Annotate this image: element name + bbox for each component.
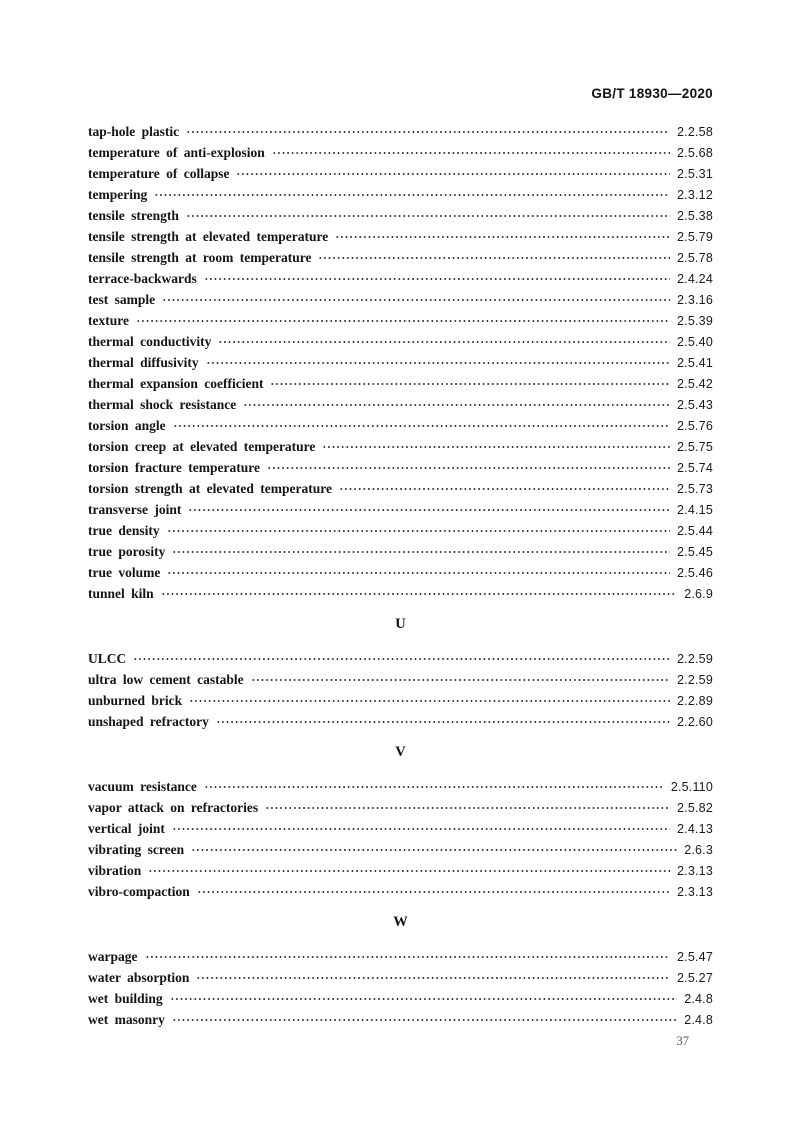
dot-leader (136, 310, 670, 331)
index-term: torsion angle (88, 418, 166, 433)
index-ref: 2.2.59 (677, 673, 713, 687)
section-letter: W (393, 914, 408, 930)
index-entry (88, 268, 713, 289)
index-ref: 2.5.47 (677, 950, 713, 964)
index-term: thermal expansion coefficient (88, 376, 264, 391)
index-term: wet building (88, 991, 163, 1006)
dot-leader (204, 776, 664, 797)
dot-leader (167, 520, 670, 541)
index-term: tensile strength (88, 208, 179, 223)
index-term: thermal conductivity (88, 334, 212, 349)
index-ref: 2.5.44 (677, 524, 713, 538)
dot-leader (172, 1009, 677, 1030)
index-ref: 2.5.82 (677, 801, 713, 815)
index-term: tensile strength at elevated temperature (88, 229, 329, 244)
index-ref: 2.4.24 (677, 272, 713, 286)
index-ref: 2.4.8 (684, 1013, 713, 1027)
index-entry (88, 184, 713, 205)
index-ref: 2.4.8 (684, 992, 713, 1006)
index-term: vibro-compaction (88, 884, 190, 899)
dot-leader (265, 797, 670, 818)
dot-leader (216, 711, 670, 732)
index-ref: 2.4.13 (677, 822, 713, 836)
dot-leader (167, 562, 670, 583)
index-ref: 2.5.78 (677, 251, 713, 265)
dot-leader (191, 839, 677, 860)
index-ref: 2.5.40 (677, 335, 713, 349)
index-entry (88, 881, 713, 902)
index-ref: 2.5.74 (677, 461, 713, 475)
index-term: terrace-backwards (88, 271, 197, 286)
index-ref: 2.5.76 (677, 419, 713, 433)
dot-leader (189, 690, 670, 711)
index-entry (88, 583, 713, 604)
index-entry (88, 415, 713, 436)
index-ref: 2.4.15 (677, 503, 713, 517)
index-ref: 2.5.46 (677, 566, 713, 580)
index-ref: 2.5.68 (677, 146, 713, 160)
dot-leader (173, 415, 670, 436)
index-entry (88, 541, 713, 562)
index-entry (88, 499, 713, 520)
index-term: tensile strength at room temperature (88, 250, 312, 265)
page-number: 37 (676, 1034, 689, 1048)
dot-leader (251, 669, 670, 690)
index-entry (88, 436, 713, 457)
dot-leader (272, 142, 670, 163)
index-ref: 2.3.12 (677, 188, 713, 202)
dot-leader (133, 648, 670, 669)
index-term: ultra low cement castable (88, 672, 244, 687)
dot-leader (154, 184, 670, 205)
index-entry (88, 711, 713, 732)
index-ref: 2.6.3 (684, 843, 713, 857)
section-letter: V (395, 744, 406, 760)
index-entry (88, 860, 713, 881)
dot-leader (145, 946, 671, 967)
index-ref: 2.2.58 (677, 125, 713, 139)
index-entry (88, 967, 713, 988)
index-entry (88, 776, 713, 797)
dot-leader (335, 226, 670, 247)
index-entry (88, 163, 713, 184)
index-ref: 2.5.79 (677, 230, 713, 244)
index-entry (88, 142, 713, 163)
index-entry (88, 839, 713, 860)
index-ref: 2.5.45 (677, 545, 713, 559)
index-term: ULCC (88, 651, 127, 666)
index-term: true volume (88, 565, 161, 580)
index-ref: 2.5.27 (677, 971, 713, 985)
index-term: thermal diffusivity (88, 355, 199, 370)
index-entry (88, 394, 713, 415)
index-entry (88, 818, 713, 839)
index-entry (88, 289, 713, 310)
dot-leader (270, 373, 670, 394)
index-term: vibration (88, 863, 142, 878)
index-term: test sample (88, 292, 156, 307)
index-entry (88, 352, 713, 373)
dot-leader (161, 583, 678, 604)
index-term: vacuum resistance (88, 779, 197, 794)
index-term: temperature of anti-explosion (88, 145, 265, 160)
index-entry (88, 310, 713, 331)
index-entry (88, 121, 713, 142)
index-ref: 2.2.60 (677, 715, 713, 729)
index-ref: 2.3.16 (677, 293, 713, 307)
dot-leader (188, 499, 670, 520)
index-entry (88, 669, 713, 690)
index-term: tunnel kiln (88, 586, 154, 601)
dot-leader (218, 331, 670, 352)
index-entry (88, 478, 713, 499)
index-list (88, 121, 713, 1030)
index-entry (88, 205, 713, 226)
dot-leader (172, 541, 670, 562)
index-term: torsion fracture temperature (88, 460, 260, 475)
index-ref: 2.5.31 (677, 167, 713, 181)
dot-leader (206, 352, 670, 373)
standard-number-header: GB/T 18930—2020 (591, 86, 713, 101)
index-entry (88, 226, 713, 247)
index-ref: 2.5.75 (677, 440, 713, 454)
index-term: water absorption (88, 970, 190, 985)
index-entry (88, 1009, 713, 1030)
index-entry (88, 648, 713, 669)
dot-leader (339, 478, 670, 499)
index-ref: 2.2.59 (677, 652, 713, 666)
index-ref: 2.5.41 (677, 356, 713, 370)
dot-leader (197, 881, 670, 902)
index-term: vertical joint (88, 821, 165, 836)
index-term: vibrating screen (88, 842, 185, 857)
index-term: torsion strength at elevated temperature (88, 481, 332, 496)
index-term: unshaped refractory (88, 714, 209, 729)
index-term: tap-hole plastic (88, 124, 180, 139)
index-term: temperature of collapse (88, 166, 230, 181)
index-term: unburned brick (88, 693, 183, 708)
index-ref: 2.5.42 (677, 377, 713, 391)
index-entry (88, 520, 713, 541)
dot-leader (318, 247, 670, 268)
index-term: true density (88, 523, 160, 538)
index-term: warpage (88, 949, 138, 964)
index-entry (88, 988, 713, 1009)
index-ref: 2.3.13 (677, 885, 713, 899)
dot-leader (186, 121, 670, 142)
index-entry (88, 373, 713, 394)
index-entry (88, 457, 713, 478)
index-ref: 2.5.43 (677, 398, 713, 412)
dot-leader (186, 205, 670, 226)
index-ref: 2.6.9 (684, 587, 713, 601)
index-ref: 2.3.13 (677, 864, 713, 878)
section-letter: U (395, 616, 406, 632)
dot-leader (148, 860, 670, 881)
index-term: transverse joint (88, 502, 182, 517)
index-entry (88, 562, 713, 583)
index-entry (88, 797, 713, 818)
index-entry (88, 331, 713, 352)
index-term: torsion creep at elevated temperature (88, 439, 316, 454)
index-entry (88, 247, 713, 268)
index-ref: 2.5.39 (677, 314, 713, 328)
index-ref: 2.2.89 (677, 694, 713, 708)
index-entry (88, 690, 713, 711)
index-entry (88, 946, 713, 967)
index-ref: 2.5.38 (677, 209, 713, 223)
dot-leader (243, 394, 670, 415)
dot-leader (172, 818, 670, 839)
index-term: true porosity (88, 544, 166, 559)
dot-leader (170, 988, 678, 1009)
index-term: tempering (88, 187, 148, 202)
index-ref: 2.5.73 (677, 482, 713, 496)
index-term: vapor attack on refractories (88, 800, 259, 815)
index-term: texture (88, 313, 129, 328)
index-term: thermal shock resistance (88, 397, 237, 412)
dot-leader (196, 967, 670, 988)
dot-leader (236, 163, 670, 184)
dot-leader (322, 436, 670, 457)
dot-leader (162, 289, 670, 310)
dot-leader (204, 268, 670, 289)
dot-leader (267, 457, 670, 478)
index-term: wet masonry (88, 1012, 165, 1027)
index-ref: 2.5.110 (670, 780, 713, 794)
